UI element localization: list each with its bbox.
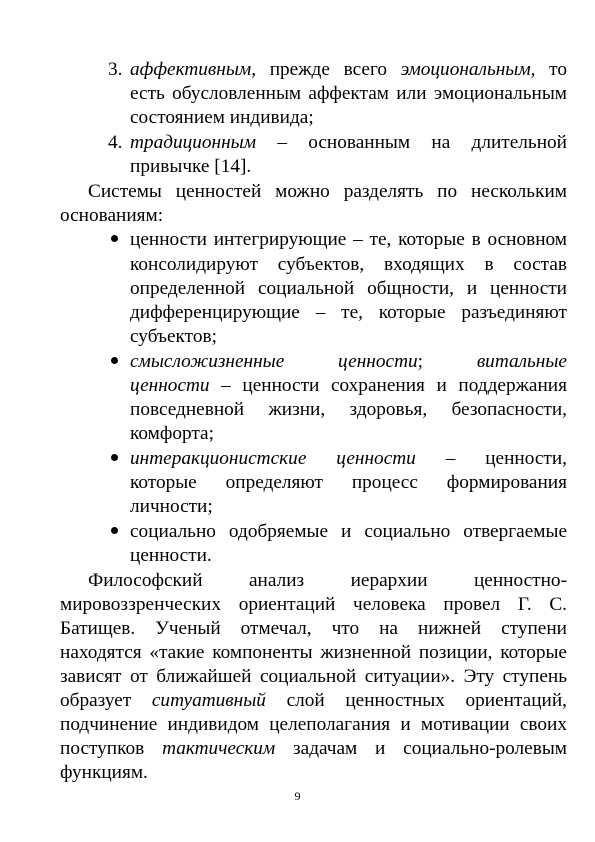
italic-term: ситуативный xyxy=(151,690,266,711)
bullet-icon xyxy=(111,357,118,364)
italic-term: смысложизненные ценности xyxy=(130,351,418,372)
page-number: 9 xyxy=(294,789,301,803)
text-line: образует ситуативный слой ценностных ориентаций, xyxy=(60,690,567,711)
text-line: есть обусловленным аффектам или эмоциональным xyxy=(130,83,567,104)
bullet-icon xyxy=(111,235,118,242)
text-line: определенной социальной общности, и ценности xyxy=(130,278,567,299)
text-line: субъектов; xyxy=(130,326,217,347)
italic-term: аффективным, xyxy=(130,59,257,80)
italic-term: тактическим xyxy=(162,738,276,759)
text-line: комфорта; xyxy=(130,423,214,444)
text-line: зависят от ближайшей социальной ситуации». Эту ступень xyxy=(60,666,567,687)
text-line: социально одобряемые и социально отвергаемые xyxy=(130,521,567,542)
italic-term: витальные xyxy=(476,351,567,372)
text-line: находятся «такие компоненты жизненной позиции, которые xyxy=(60,642,567,663)
italic-term: традиционным xyxy=(130,132,257,153)
text-line: мировоззренческих ориентаций человека провел Г. С. xyxy=(60,594,567,615)
text-line: подчинение индивидом целеполагания и мотивации своих xyxy=(60,714,567,735)
text-line: Философский анализ иерархии ценностно- xyxy=(88,570,567,591)
text-line: которые определяют процесс формирования xyxy=(130,472,567,493)
italic-term: эмоциональным, xyxy=(400,59,536,80)
list-number: 4. xyxy=(108,132,123,153)
text-line: аффективным, прежде всего эмоциональным, то xyxy=(130,59,567,80)
list-number: 3. xyxy=(108,59,123,80)
text-line: состоянием индивида; xyxy=(130,107,314,128)
bullet-icon xyxy=(111,527,118,534)
italic-term: ценности xyxy=(130,375,210,396)
text-line: повседневной жизни, здоровья, безопасности, xyxy=(130,399,567,420)
text-line: поступков тактическим задачам и социально-ролевым xyxy=(60,738,567,759)
text-line: привычке [14]. xyxy=(130,156,252,177)
text-line: Системы ценностей можно разделять по нескольким xyxy=(88,181,567,202)
text-line: личности; xyxy=(130,496,213,517)
text-line: основаниям: xyxy=(60,205,164,226)
text-line: Батищев. Ученый отмечал, что на нижней ступени xyxy=(60,618,567,639)
text-line: традиционным – основанным на длительной xyxy=(130,132,567,153)
text-line: ценности интегрирующие – те, которые в основном xyxy=(130,229,567,250)
text-line: дифференцирующие – те, которые разъединяют xyxy=(130,302,567,323)
bullet-icon xyxy=(111,454,118,461)
italic-term: интеракционистские ценности xyxy=(130,448,416,469)
text-line: смысложизненные ценности; витальные xyxy=(130,351,567,372)
text-line: ценности – ценности сохранения и поддержания xyxy=(130,375,567,396)
text-line: интеракционистские ценности – ценности, xyxy=(130,448,567,469)
text-line: ценности. xyxy=(130,545,212,566)
text-line: консолидируют субъектов, входящих в состав xyxy=(130,254,567,275)
text-line: функциям. xyxy=(60,762,148,783)
